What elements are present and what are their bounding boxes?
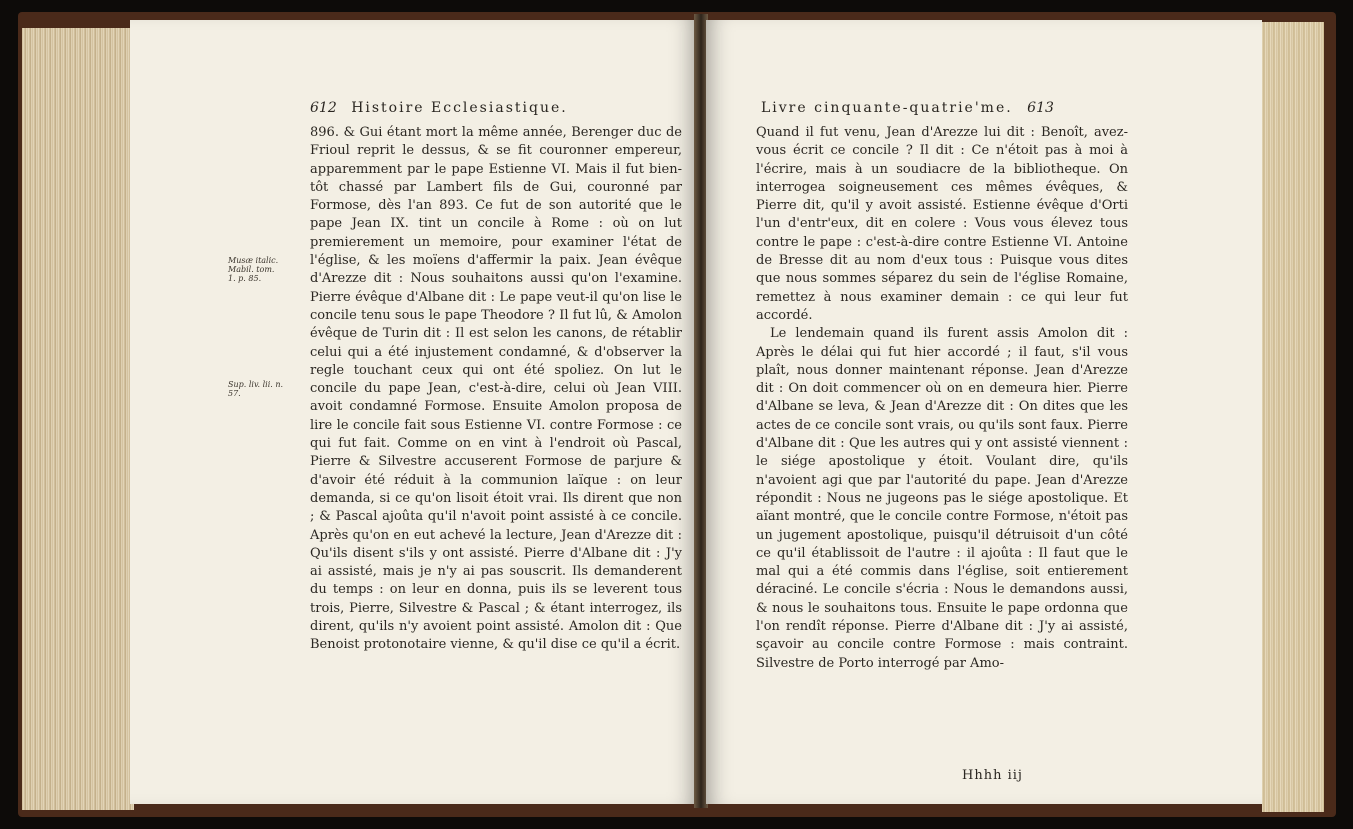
right-body-text bbox=[756, 124, 1128, 673]
page-edges-right bbox=[1262, 22, 1324, 812]
marginal-note: Musæ italic. Mabil. tom. 1. p. 85. bbox=[228, 256, 279, 283]
right-page bbox=[706, 20, 1262, 804]
right-running-head-title: Livre cinquante-quatrie'me. bbox=[761, 100, 1013, 116]
paragraph: Le lendemain quand ils furent assis Amolon dit : Après le délai qui fut hier accordé ; il faut, s'il vous plaît, nous donner maintenant réponse. Jean d'Arezze dit : On doit commencer où on en demeura hier. Pierre d'Albane se leva, & Jean d'Arezze dit : On dites que les actes de ce concile sont vrais, ou qu'ils sont faux. Pierre d'Albane dit : Que les autres qui y ont assisté viennent : le siége apostolique y étoit. Voulant dire, qu'ils n'avoient agi que par l'autorité du pape. Jean d'Arezze répondit : Nous ne jugeons pas le siége apostolique. Et aïant montré, que le concile contre Formose, n'étoit pas un jugement apostolique, puisqu'il détruisoit d'un côté ce qu'il établissoit de l'autre : il ajoûta : Il faut que le mal qui a été commis dans l'église, soit entierement déraciné. Le concile s'écria : Nous le demandons aussi, & nous le souhaitons tous. Ensuite le pape ordonna que l'on rendît réponse. Pierre d'Albane dit : J'y ai assisté, sçavoir au concile contre Formose : mais contraint. Silvestre de Porto interrogé par Amo- bbox=[756, 326, 1128, 671]
left-running-head bbox=[310, 100, 568, 116]
right-page-number: 613 bbox=[1027, 100, 1054, 116]
page-edges-left bbox=[22, 28, 134, 810]
paragraph: Quand il fut venu, Jean d'Arezze lui dit : Benoît, avez-vous écrit ce concile ? Il dit : Ce n'étoit pas à moi à l'écrire, mais à un soudiacre de la bibliotheque. On interrogea soigneusement ces mêmes évêques, & Pierre dit, qu'il y avoit assisté. Estienne évêque d'Orti l'un d'entr'eux, dit en colere : Vous vous élevez tous contre le pape : c'est-à-dire contre Estienne VI. Antoine de Bresse dit au nom d'eux tous : Puisque vous dites que nous sommes séparez du sein de l'église Romaine, remettez à nous examiner demain : ce qui leur fut accordé. bbox=[756, 125, 1128, 323]
left-body-text bbox=[310, 124, 682, 655]
left-running-head-title: Histoire Ecclesiastique. bbox=[351, 100, 568, 116]
left-page bbox=[130, 20, 696, 804]
paragraph: 896. & Gui étant mort la même année, Berenger duc de Frioul reprit le dessus, & se fit couronner empereur, apparemment par le pape Estienne VI. Mais il fut bien-tôt chassé par Lambert fils de Gui, couronné par Formose, dès l'an 893. Ce fut de son autorité que le pape Jean IX. tint un concile à Rome : où on lut premierement un memoire, pour examiner l'état de l'église, & les moïens d'affermir la paix. Jean évêque d'Arezze dit : Nous souhaitons aussi qu'on l'examine. Pierre évêque d'Albane dit : Le pape veut-il qu'on lise le concile tenu sous le pape Theodore ? Il fut lû, & Amolon évêque de Turin dit : Il est selon les canons, de rétablir celui qui a été injustement condamné, & d'observer la regle touchant ceux qui ont été spoliez. On lut le concile du pape Jean, c'est-à-dire, celui où Jean VIII. avoit condamné Formose. Ensuite Amolon proposa de lire le concile fait sous Estienne VI. contre Formose : ce qui fut fait. Comme on en vint à l'endroit où Pascal, Pierre & Silvestre accuserent Formose de parjure & d'avoir été réduit à la communion laïque : on leur demanda, si ce qu'on lisoit étoit vrai. Ils dirent que non ; & Pascal ajoûta qu'il n'avoit point assisté à ce concile. Après qu'on en eut achevé la lecture, Jean d'Arezze dit : Qu'ils disent s'ils y ont assisté. Pierre d'Albane dit : J'y ai assisté, mais je n'y ai pas souscrit. Ils demanderent du temps : on leur en donna, puis ils se leverent tous trois, Pierre, Silvestre & Pascal ; & étant interrogez, ils dirent, qu'ils n'y avoient point assisté. Amolon dit : Que Benoist protonotaire vienne, & qu'il dise ce qu'il a écrit. bbox=[310, 125, 682, 653]
signature-mark: Hhhh iij bbox=[962, 768, 1023, 783]
right-running-head bbox=[761, 100, 1054, 116]
marginal-note: Sup. liv. lii. n. 57. bbox=[228, 380, 284, 398]
left-page-number: 612 bbox=[310, 100, 337, 116]
